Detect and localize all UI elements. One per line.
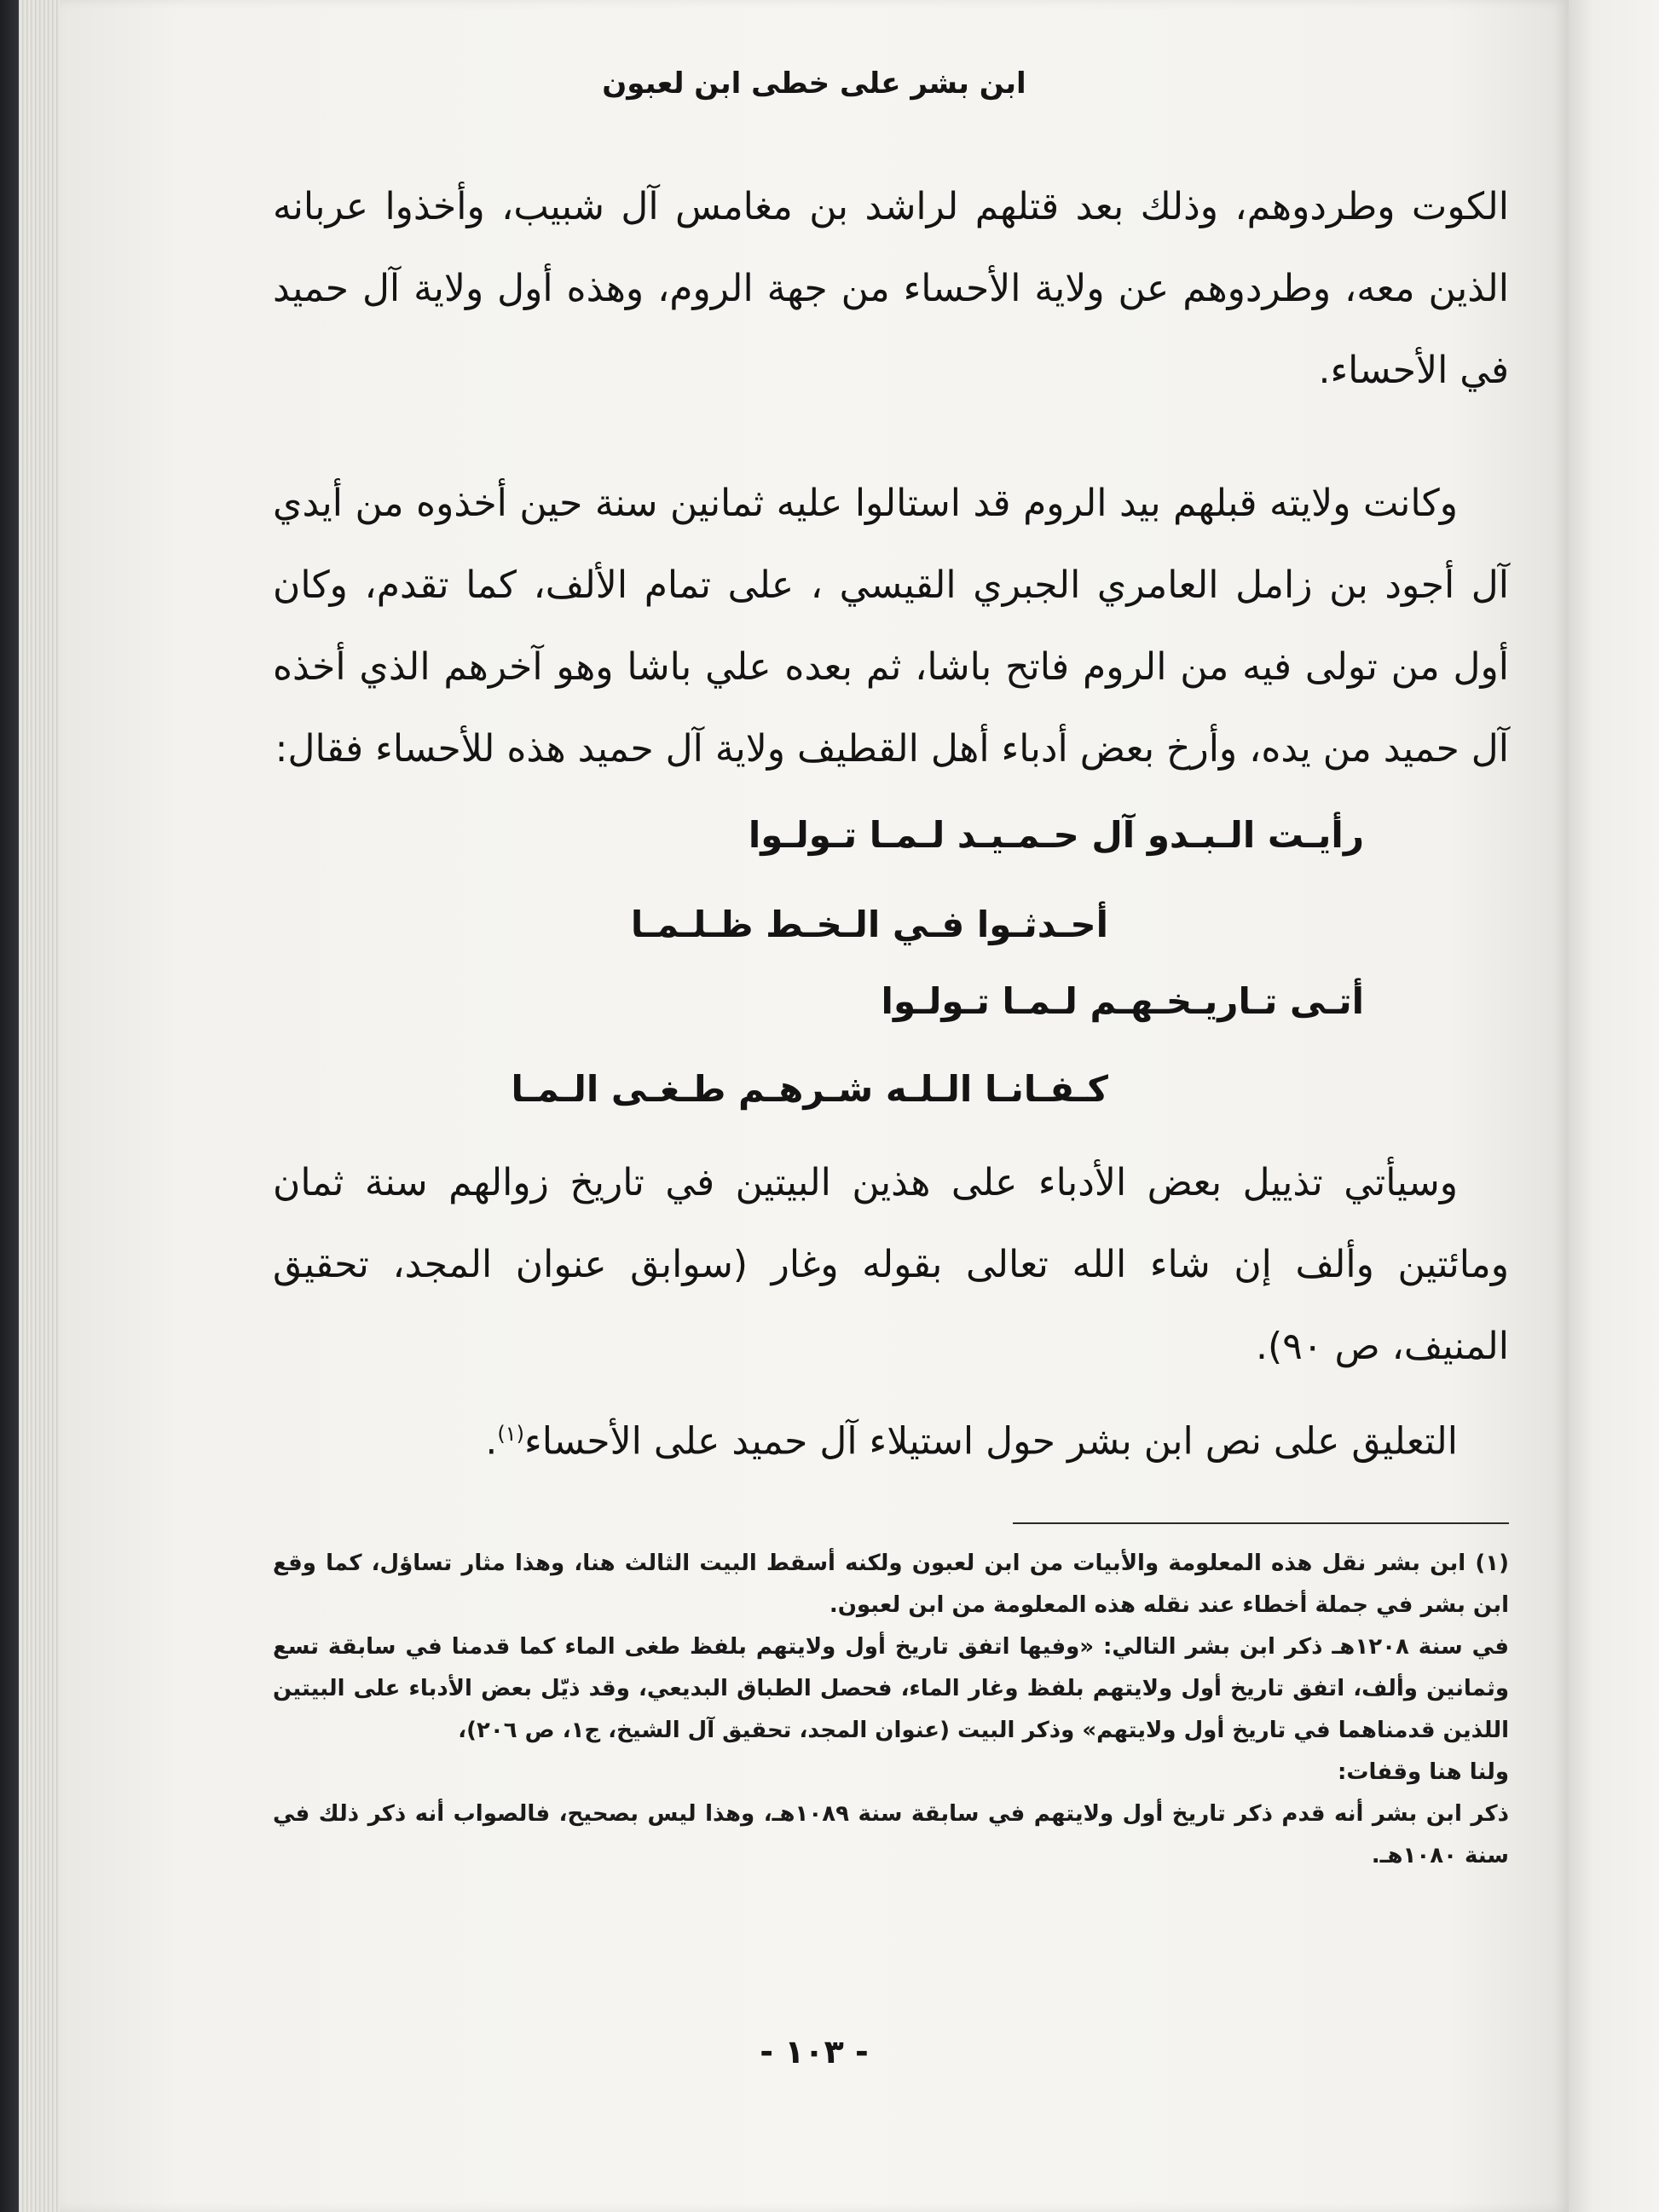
poem-line: كـفـانـا الـلـه شـرهـم طـغـى الـمـا <box>511 1068 1108 1110</box>
background-right <box>1565 0 1659 2212</box>
commentary-text: التعليق على نص ابن بشر حول استيلاء آل حميد على الأحساء <box>524 1419 1458 1464</box>
footnote: (١) ابن بشر نقل هذه المعلومة والأبيات من ابن لعبون ولكنه أسقط البيت الثالث هنا، وهذا مثار تساؤل، كما وقع ابن بشر في جملة أخطاء عند نقله هذه المعلومة من ابن لعبون. <box>273 1551 1509 1618</box>
footnotes <box>273 1543 1509 1877</box>
poem-line: أتـى تـاريـخـهـم لـمـا تـولـوا <box>881 980 1364 1022</box>
footnote-marker: (١) <box>497 1422 525 1446</box>
page-number: - ١٠٣ - <box>760 2033 869 2071</box>
paragraph: وكانت ولايته قبلهم بيد الروم قد استالوا عليه ثمانين سنة حين أخذوه من أيدي آل أجود بن زامل العامري الجبري القيسي ، على تمام الألف، كما تقدم، وكان أول من تولى فيه من الروم فاتح باشا، ثم بعده علي باشا وهو آخرهم الذي أخذه آل حميد من يده، وأرخ بعض أدباء أهل القطيف ولاية آل حميد هذه للأحساء فقال: <box>273 482 1509 771</box>
paragraph: الكوت وطردوهم، وذلك بعد قتلهم لراشد بن مغامس آل شبيب، وأخذوا عربانه الذين معه، وطردوهم عن ولاية الأحساء من جهة الروم، وهذه أول ولاية آل حميد في الأحساء. <box>273 185 1509 392</box>
paragraph: وسيأتي تذييل بعض الأدباء على هذين البيتين في تاريخ زوالهم سنة ثمان ومائتين وألف إن شاء الله تعالى بقوله وغار (سوابق عنوان المجد، تحقيق المنيف، ص ٩٠). <box>273 1161 1509 1368</box>
footnote-divider <box>1013 1522 1509 1524</box>
commentary-end: . <box>485 1419 498 1464</box>
poem-line: رأيـت الـبـدو آل حـمـيـد لـمـا تـولـوا <box>748 814 1364 856</box>
footnote: في سنة ١٢٠٨هـ ذكر ابن بشر التالي: «وفيها اتفق تاريخ أول ولايتهم بلفظ طغى الماء كما قدمنا في سابقة تسع وثمانين وألف، اتفق تاريخ أول ولايتهم بلفظ وغار الماء، فحصل الطباق البديعي، وقد ذيّل بعض الأدباء على البيتين اللذين قدمناهما في تاريخ أول ولايتهم» وذكر البيت (عنوان المجد، تحقيق آل الشيخ، ج١، ص ٢٠٦)، <box>273 1634 1510 1743</box>
running-head: ابن بشر على خطى ابن لعبون <box>602 66 1026 101</box>
commentary-heading <box>273 1393 1509 1483</box>
poem-line: أحـدثـوا فـي الـخـط ظـلـمـا <box>630 904 1108 945</box>
footnote: ذكر ابن بشر أنه قدم ذكر تاريخ أول ولايتهم في سابقة سنة ١٠٨٩هـ، وهذا ليس بصحيح، فالصواب أنه ذكر ذلك في سنة ١٠٨٠هـ. <box>273 1801 1509 1868</box>
footnote: ولنا هنا وقفات: <box>1338 1759 1509 1785</box>
after-poem-text <box>273 1142 1509 1483</box>
book-page <box>60 0 1569 2212</box>
main-text <box>273 166 1509 790</box>
